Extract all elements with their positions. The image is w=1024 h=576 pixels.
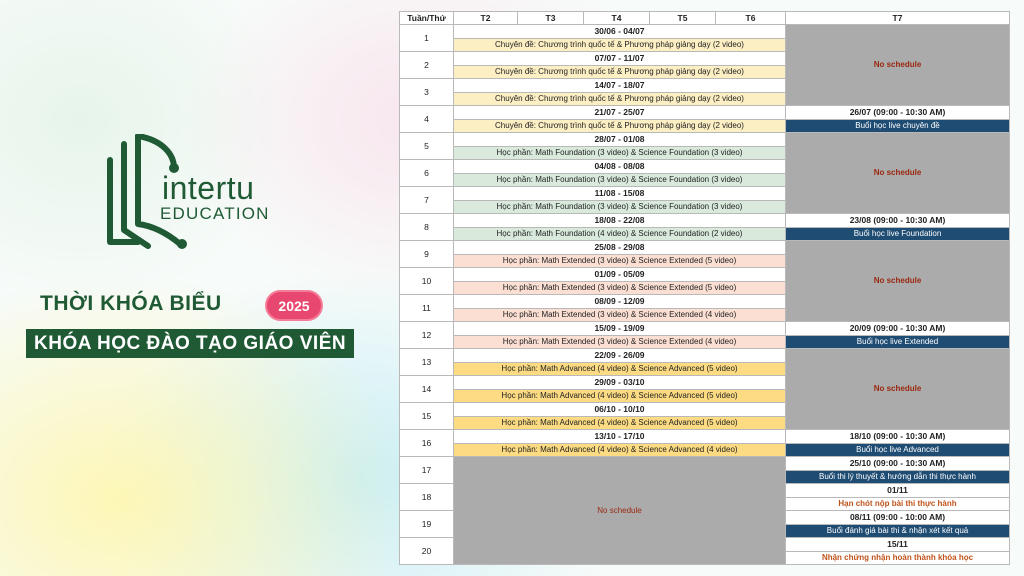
week-dates: 11/08 - 15/08 xyxy=(454,187,786,201)
week-dates: 08/09 - 12/09 xyxy=(454,295,786,309)
week-number: 10 xyxy=(400,268,454,295)
no-schedule-cell: No schedule xyxy=(786,133,1010,214)
header-week: Tuần/Thứ xyxy=(400,12,454,25)
t7-event: Buổi học live Extended xyxy=(786,335,1010,349)
logo-subtitle: EDUCATION xyxy=(160,204,270,223)
week-number: 11 xyxy=(400,295,454,322)
t7-date: 26/07 (09:00 - 10:30 AM) xyxy=(786,106,1010,120)
t7-date: 01/11 xyxy=(786,484,1010,498)
no-schedule-cell: No schedule xyxy=(786,241,1010,322)
table-row xyxy=(400,119,1010,133)
table-row xyxy=(400,214,1010,228)
week-number: 15 xyxy=(400,403,454,430)
week-dates: 21/07 - 25/07 xyxy=(454,106,786,120)
t7-date: 20/09 (09:00 - 10:30 AM) xyxy=(786,322,1010,336)
t7-date: 18/10 (09:00 - 10:30 AM) xyxy=(786,430,1010,444)
week-dates: 07/07 - 11/07 xyxy=(454,52,786,66)
week-number: 20 xyxy=(400,538,454,565)
t7-date: 25/10 (09:00 - 10:30 AM) xyxy=(786,457,1010,471)
week-dates: 06/10 - 10/10 xyxy=(454,403,786,417)
t7-event: Nhận chứng nhận hoàn thành khóa học xyxy=(786,551,1010,565)
table-row xyxy=(400,457,1010,471)
no-schedule-cell: No schedule xyxy=(786,349,1010,430)
header-row xyxy=(400,12,1010,25)
header-t5: T5 xyxy=(650,12,716,25)
week-content: Học phần: Math Extended (3 video) & Science Extended (5 video) xyxy=(454,281,786,295)
week-dates: 22/09 - 26/09 xyxy=(454,349,786,363)
week-dates: 28/07 - 01/08 xyxy=(454,133,786,147)
week-content: Chuyên đề: Chương trình quốc tế & Phương pháp giảng dạy (2 video) xyxy=(454,38,786,52)
week-dates: 04/08 - 08/08 xyxy=(454,160,786,174)
week-number: 6 xyxy=(400,160,454,187)
week-dates: 18/08 - 22/08 xyxy=(454,214,786,228)
t7-event: Buổi học live Advanced xyxy=(786,443,1010,457)
week-content: Học phần: Math Advanced (4 video) & Science Advanced (5 video) xyxy=(454,389,786,403)
week-dates: 14/07 - 18/07 xyxy=(454,79,786,93)
year-badge: 2025 xyxy=(267,292,321,319)
week-content: Học phần: Math Advanced (4 video) & Science Advanced (5 video) xyxy=(454,416,786,430)
week-number: 8 xyxy=(400,214,454,241)
week-dates: 15/09 - 19/09 xyxy=(454,322,786,336)
week-number: 18 xyxy=(400,484,454,511)
table-row xyxy=(400,227,1010,241)
week-content: Chuyên đề: Chương trình quốc tế & Phương pháp giảng dạy (2 video) xyxy=(454,119,786,133)
page-subtitle: KHÓA HỌC ĐÀO TẠO GIÁO VIÊN xyxy=(26,329,354,358)
week-number: 3 xyxy=(400,79,454,106)
no-schedule-cell: No schedule xyxy=(786,25,1010,106)
week-content: Chuyên đề: Chương trình quốc tế & Phương pháp giảng dạy (2 video) xyxy=(454,92,786,106)
table-row xyxy=(400,133,1010,147)
week-content: Học phần: Math Foundation (3 video) & Science Foundation (3 video) xyxy=(454,173,786,187)
schedule-table xyxy=(399,11,1010,565)
week-dates: 25/08 - 29/08 xyxy=(454,241,786,255)
week-number: 16 xyxy=(400,430,454,457)
table-row xyxy=(400,430,1010,444)
week-number: 14 xyxy=(400,376,454,403)
table-row xyxy=(400,335,1010,349)
week-content: Học phần: Math Extended (3 video) & Science Extended (4 video) xyxy=(454,308,786,322)
logo-wordmark: intertu xyxy=(162,170,255,206)
week-content: Học phần: Math Foundation (3 video) & Science Foundation (3 video) xyxy=(454,200,786,214)
week-number: 13 xyxy=(400,349,454,376)
week-number: 2 xyxy=(400,52,454,79)
week-content: Chuyên đề: Chương trình quốc tế & Phương pháp giảng dạy (2 video) xyxy=(454,65,786,79)
week-content: Học phần: Math Foundation (3 video) & Science Foundation (3 video) xyxy=(454,146,786,160)
week-number: 9 xyxy=(400,241,454,268)
week-content: Học phần: Math Extended (3 video) & Science Extended (5 video) xyxy=(454,254,786,268)
week-content: Học phần: Math Advanced (4 video) & Science Advanced (5 video) xyxy=(454,362,786,376)
t7-event: Buổi đánh giá bài thi & nhận xét kết quả xyxy=(786,524,1010,538)
t7-event: Buổi học live Foundation xyxy=(786,227,1010,241)
table-row xyxy=(400,241,1010,255)
table-row xyxy=(400,106,1010,120)
week-number: 19 xyxy=(400,511,454,538)
no-schedule-cell: No schedule xyxy=(454,457,786,565)
week-dates: 13/10 - 17/10 xyxy=(454,430,786,444)
week-number: 17 xyxy=(400,457,454,484)
t7-date: 23/08 (09:00 - 10:30 AM) xyxy=(786,214,1010,228)
header-t3: T3 xyxy=(518,12,584,25)
week-number: 4 xyxy=(400,106,454,133)
table-row xyxy=(400,25,1010,39)
week-dates: 30/06 - 04/07 xyxy=(454,25,786,39)
header-t2: T2 xyxy=(454,12,518,25)
page-title: THỜI KHÓA BIỂU xyxy=(40,292,222,315)
week-content: Học phần: Math Extended (3 video) & Science Extended (4 video) xyxy=(454,335,786,349)
week-content: Học phần: Math Advanced (4 video) & Science Advanced (4 video) xyxy=(454,443,786,457)
t7-event: Buổi thi lý thuyết & hướng dẫn thi thực hành xyxy=(786,470,1010,484)
week-content: Học phần: Math Foundation (4 video) & Science Foundation (2 video) xyxy=(454,227,786,241)
week-number: 5 xyxy=(400,133,454,160)
header-t7: T7 xyxy=(786,12,1010,25)
table-row xyxy=(400,349,1010,363)
week-number: 7 xyxy=(400,187,454,214)
table-row xyxy=(400,443,1010,457)
t7-event: Hạn chót nộp bài thi thực hành xyxy=(786,497,1010,511)
schedule-table-wrapper xyxy=(399,11,1009,565)
header-t6: T6 xyxy=(716,12,786,25)
table-row xyxy=(400,322,1010,336)
week-number: 12 xyxy=(400,322,454,349)
week-dates: 29/09 - 03/10 xyxy=(454,376,786,390)
t7-date: 08/11 (09:00 - 10:00 AM) xyxy=(786,511,1010,525)
t7-event: Buổi học live chuyên đề xyxy=(786,119,1010,133)
week-number: 1 xyxy=(400,25,454,52)
t7-date: 15/11 xyxy=(786,538,1010,552)
header-t4: T4 xyxy=(584,12,650,25)
week-dates: 01/09 - 05/09 xyxy=(454,268,786,282)
